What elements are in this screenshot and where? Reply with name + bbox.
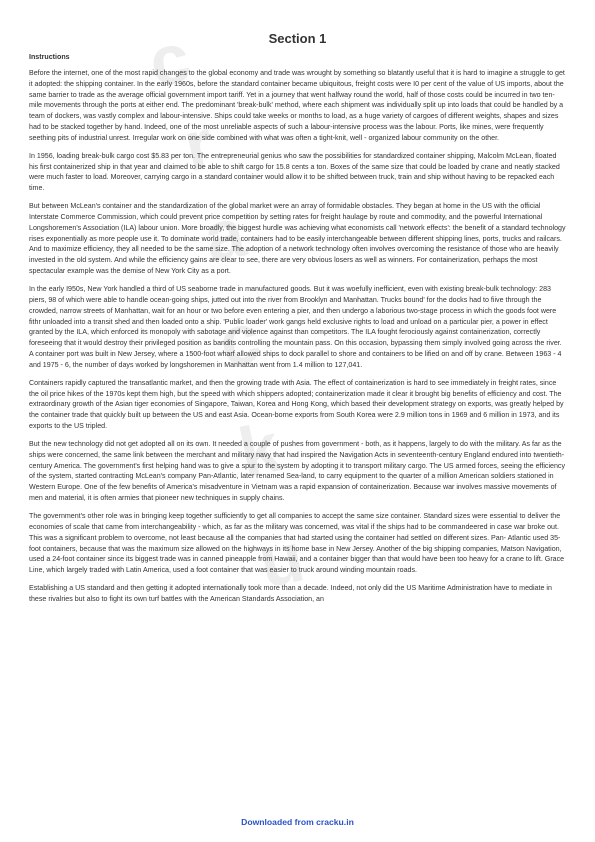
paragraph-8: Establishing a US standard and then getting it adopted internationally took more than a decade. Indeed, not only did the US Maritime Administration have to mediate in these rivalries but also to fight its own turf battles with the American Standards Association, an xyxy=(29,584,552,604)
paragraph-5: Containers rapidly captured the transatlantic market, and then the growing trade with Asia. The effect of containerization is hard to see immediately in freight rates, since the oil price hikes of the 1970s kept them high, but the speed with which shippers adopted; containerization made it clear it brought big benefits of efficiency and cost. The extraordinary growth of the Asian tiger economies of Singapore, Taiwan, Korea and Hong Kong, which based their development strategy on exports, was greatly helped by the container trade that quickly built up between the US and east Asia. Ocean-borne exports from South Korea were 2.9 million tons in 1969 and 6 million in 1973, and its exports to the US tripled. xyxy=(29,378,564,430)
download-source-link[interactable]: Downloaded from cracku.in xyxy=(241,817,354,827)
instructions-label: Instructions xyxy=(29,53,70,61)
watermark-letter: u xyxy=(252,517,311,603)
watermark-letter: c xyxy=(142,17,197,103)
watermark-letter: r xyxy=(177,104,221,186)
paragraph-7: The government's other role was in bringing keep together sufficiently to get all companies to accept the same size container. Standard sizes were essential to deliver the economies of scale that came from interchangeability - which, as far as the military was concerned, was vital if the ships had to be commandeered in case war broke out. This was a significant problem to overcome, not least because all the companies that had started using the container had settled on different sizes. Pan- Atlantic used 35- foot containers, because that was the maximum size allowed on the highways in its home base in New Jersey. Another of the big shipping companies, Matson Navigation, used a 24-foot container since its biggest trade was in canned pineapple from Hawaii, and a container bigger than that would have been too heavy for a crane to lift. Grace Line, which largely traded with Latin America, used a foot container that was easier to truck around winding mountain roads. xyxy=(29,512,565,575)
paragraph-3: But between McLean's container and the standardization of the global market were an array of formidable obstacles. They began at home in the US with the official Interstate Commerce Commission, which could prevent price competition by setting rates for freight haulage by route and commodity, and the powerful International Longshoremen's Association (ILA) labour union. More broadly, the biggest hurdle was achieving what economists call 'network effects': the benefit of a standard technology rises exponentially as more people use it. To dominate world trade, containers had to be easily interchangeable between different shipping lines, ports, trucks and railcars. And to maximize efficiency, they all needed to be the same size. The adoption of a network technology often involves overcoming the resistance of those who are heavily invested in the old system. And while the efficiency gains are clear to see, there are very obvious losers as well as winners. For containerization, perhaps the most spectacular example was the demise of New York City as a port. xyxy=(29,202,566,275)
paragraph-1: Before the internet, one of the most rapid changes to the global economy and trade was wrought by something so blatantly useful that it is hard to imagine a struggle to get it adopted: the shipping container. In the early 1960s, before the standard container became ubiquitous, freight costs were I0 per cent of the value of US imports, about the same barrier to trade as the average official government import tariff. Yet in a journey that went halfway round the world, half of those costs could be incurred in two ten-mile movements through the ports at either end. The predominant 'break-bulk' method, where each shipment was individually split up into loads that could be handled by a team of dockers, was vastly complex and labour-intensive. Ships could take weeks or months to load, as a huge variety of cargoes of different weights, shapes and sizes had to be stacked together by hand. Indeed, one of the most unreliable aspects of such a labour-intensive process was the labour. Ports, like mines, were frequently seething pits of industrial unrest. Irregular work on one side combined with what was often a tight-knit, well - organized labour community on the other. xyxy=(29,69,565,142)
watermark-letter: k xyxy=(232,407,287,493)
paragraph-6: But the new technology did not get adopted all on its own. It needed a couple of pushes from government - both, as it happens, largely to do with the military. As far as the ships were concerned, the same link between the merchant and military navy that had inspired the Navigation Acts in seventeenth-century England endured into twentieth-century America. The government's first helping hand was to give a spur to the system by adopting it to transport military cargo. The US armed forces, seeing the efficiency of the system, started contracting McLean's company Pan-Atlantic, later renamed Sea-land, to carry equipment to the quarter of a million American soldiers stationed in Western Europe. One of the few benefits of America's misadventure in Vietnam was a rapid expansion of containerization. Because war involves massive movements of men and material, it is often armies that pioneer new techniques in supply chains. xyxy=(29,440,566,502)
section-title: Section 1 xyxy=(268,31,327,46)
document-body xyxy=(29,53,566,613)
paragraph-4: In the early I950s, New York handled a third of US seaborne trade in manufactured goods. But it was woefully inefficient, even with existing break-bulk technology: 283 piers, 98 of which were able to handle ocean-going ships, jutted out into the river from Brooklyn and Manhattan. Trucks bound' for the docks had to fiive through the crowded, narrow streets of Manhattan, wait for an hour or two before even entering a pier, and then undergo a laborious two-stage process in which the goods foot were fithr unloaded into a transit shed and then loaded onto a ship. 'Public loader' work gangs held exclusive rights to load and unload on a particular pier, a power in effect granted by the ILA, which enforced its monopoly with sabotage and violence against than competitors. The ILA fought ferociously against containerization, correctly foreseeing that it would destroy their privileged position as bandits controlling the mountain pass. On this occasion, bypassing them simply involved going across the river. A container port was built in New Jersey, where a 1500-foot wharf allowed ships to dock parallel to shore and containers to be lified on and off by crane. Between 1963 - 4 and 1975 - 6, the number of days worked by longshoremen in Manhattan went from 1.4 million to 127,041. xyxy=(29,285,562,369)
watermark-letter: a xyxy=(197,192,252,278)
watermark-letter: c xyxy=(212,297,267,383)
paragraph-2: In 1956, loading break-bulk cargo cost $5.83 per ton. The entrepreneurial genius who saw the possibilities for standardized container shipping, Malcolm McLean, floated his first containerized ship in that year and claimed to be able to shift cargo for 15.8 cents a ton. Boxes of the same size that could be loaded by crane and neatly stacked were much faster to load. Moreover, carrying cargo in a standard container would allow it to be shifted between truck, train and ship without having to be repacked each time. xyxy=(29,151,560,193)
